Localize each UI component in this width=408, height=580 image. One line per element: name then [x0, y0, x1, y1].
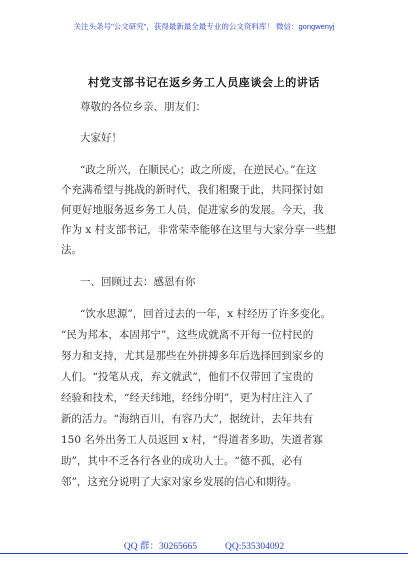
body-line: 150 名外出务工人员返回 x 村，“得道者多助，失道者寡: [61, 434, 323, 446]
body-line: 法。: [61, 244, 82, 256]
document-title: 村党支部书记在返乡务工人员座谈会上的讲话: [88, 76, 320, 89]
body-line: 经验和技术，“经天纬地，经纬分明”，更为村庄注入了: [61, 392, 314, 404]
body-line: 努力和支持，尤其是那些在外拼搏多年后选择回到家乡的: [61, 350, 324, 362]
footer-contact: [0, 538, 408, 552]
body-line: “政之所兴，在顺民心；政之所废，在逆民心。”在这: [80, 164, 317, 176]
salutation: 尊敬的各位乡亲、朋友们：: [80, 101, 206, 113]
body-line: 个充满希望与挑战的新时代，我们相聚于此，共同探讨如: [61, 184, 324, 196]
body-line: “饮水思源”，回首过去的一年，x 村经历了许多变化。: [80, 308, 331, 320]
footer-qq-group: QQ 群：30265665: [123, 542, 197, 552]
section-heading: 一、回顾过去：感恩有你: [80, 276, 196, 288]
body-line: “民为邦本，本固邦宁”，这些成就离不开每一位村民的: [61, 329, 314, 341]
body-line: 邻”，这充分说明了大家对家乡发展的信心和期待。: [61, 476, 298, 488]
greeting: 大家好！: [80, 132, 122, 144]
footer-divider: [0, 553, 408, 554]
header-promo-note: 关注头条号"公文研究"，获得最新最全最专业的公文资料库！ 微信：gongwenyj: [73, 22, 335, 31]
body-line: 作为 x 村支部书记，非常荣幸能够在这里与大家分享一些想: [61, 224, 337, 236]
body-line: 何更好地服务返乡务工人员，促进家乡的发展。今天，我: [61, 204, 324, 216]
body-line: 助”，其中不乏各行各业的成功人士。“德不孤，必有: [61, 455, 303, 467]
body-line: 新的活力。“海纳百川，有容乃大”，据统计，去年共有: [61, 413, 314, 425]
footer-qq-number: QQ:535304092: [224, 542, 285, 552]
body-line: 人们。“投笔从戎，弃文就武”，他们不仅带回了宝贵的: [61, 371, 314, 383]
